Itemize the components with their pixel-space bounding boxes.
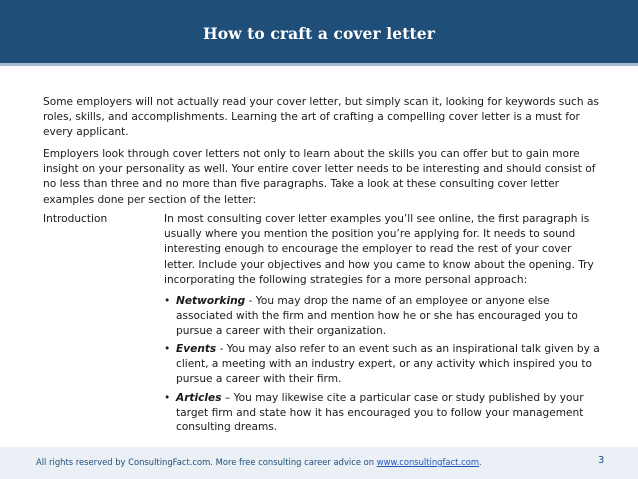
footer [0, 447, 638, 479]
title-banner [0, 0, 638, 66]
list-item [164, 294, 604, 338]
bullet-term: Networking [176, 295, 246, 307]
intro-paragraph-1: Some employers will not actually read your cover letter, but simply scan it, looking for keywords such as roles, skills, and accomplishments. Learning the art of crafting a compelling cover letter is a must for every applicant. [43, 96, 599, 139]
footer-website-link[interactable]: www.consultingfact.com [376, 457, 480, 467]
footer-text: All rights reserved by ConsultingFact.com. More free consulting career advice on [36, 457, 377, 467]
bullet-icon: • [164, 391, 171, 404]
bullet-term: Articles [176, 391, 222, 404]
list-item [164, 342, 604, 386]
footer-copyright [36, 457, 482, 467]
footer-period: . [479, 457, 482, 467]
bullet-text: - You may drop the name of an employee or anyone else associated with the firm and mention how he or she has encouraged you to pursue a career with their organization. [176, 295, 578, 337]
section-body: In most consulting cover letter examples you’ll see online, the first paragraph is usually where you mention the position you’re applying for. It needs to sound interesting enough to encourage the employer to read the rest of your cover letter. Include your objectives and how you came to know about the opening. Try incorporating the following strategies for a more personal approach: [164, 213, 594, 286]
list-item [164, 391, 604, 435]
bullet-term: Events [176, 343, 217, 356]
section-label: Introduction [43, 213, 108, 225]
bullet-icon: • [164, 343, 171, 356]
bullet-text: - You may also refer to an event such as an inspirational talk given by a client, a meeting with an industry expert, or any activity which inspired you to pursue a career with their firm. [176, 343, 600, 385]
intro-paragraph-2: Employers look through cover letters not only to learn about the skills you can offer but to gain more insight on your personality as well. Your entire cover letter needs to be interesting and should consist of no less than three and no more than five paragraphs. Take a look at these consulting cover letter examples done per section of the letter: [43, 148, 596, 206]
bullet-text: – You may likewise cite a particular case or study published by your target firm and state how it has encouraged you to follow your management consulting dreams. [176, 391, 584, 434]
page-title: How to craft a cover letter [203, 24, 435, 43]
strategy-list [164, 294, 604, 439]
bullet-icon: • [164, 295, 171, 307]
page-number: 3 [598, 455, 605, 466]
